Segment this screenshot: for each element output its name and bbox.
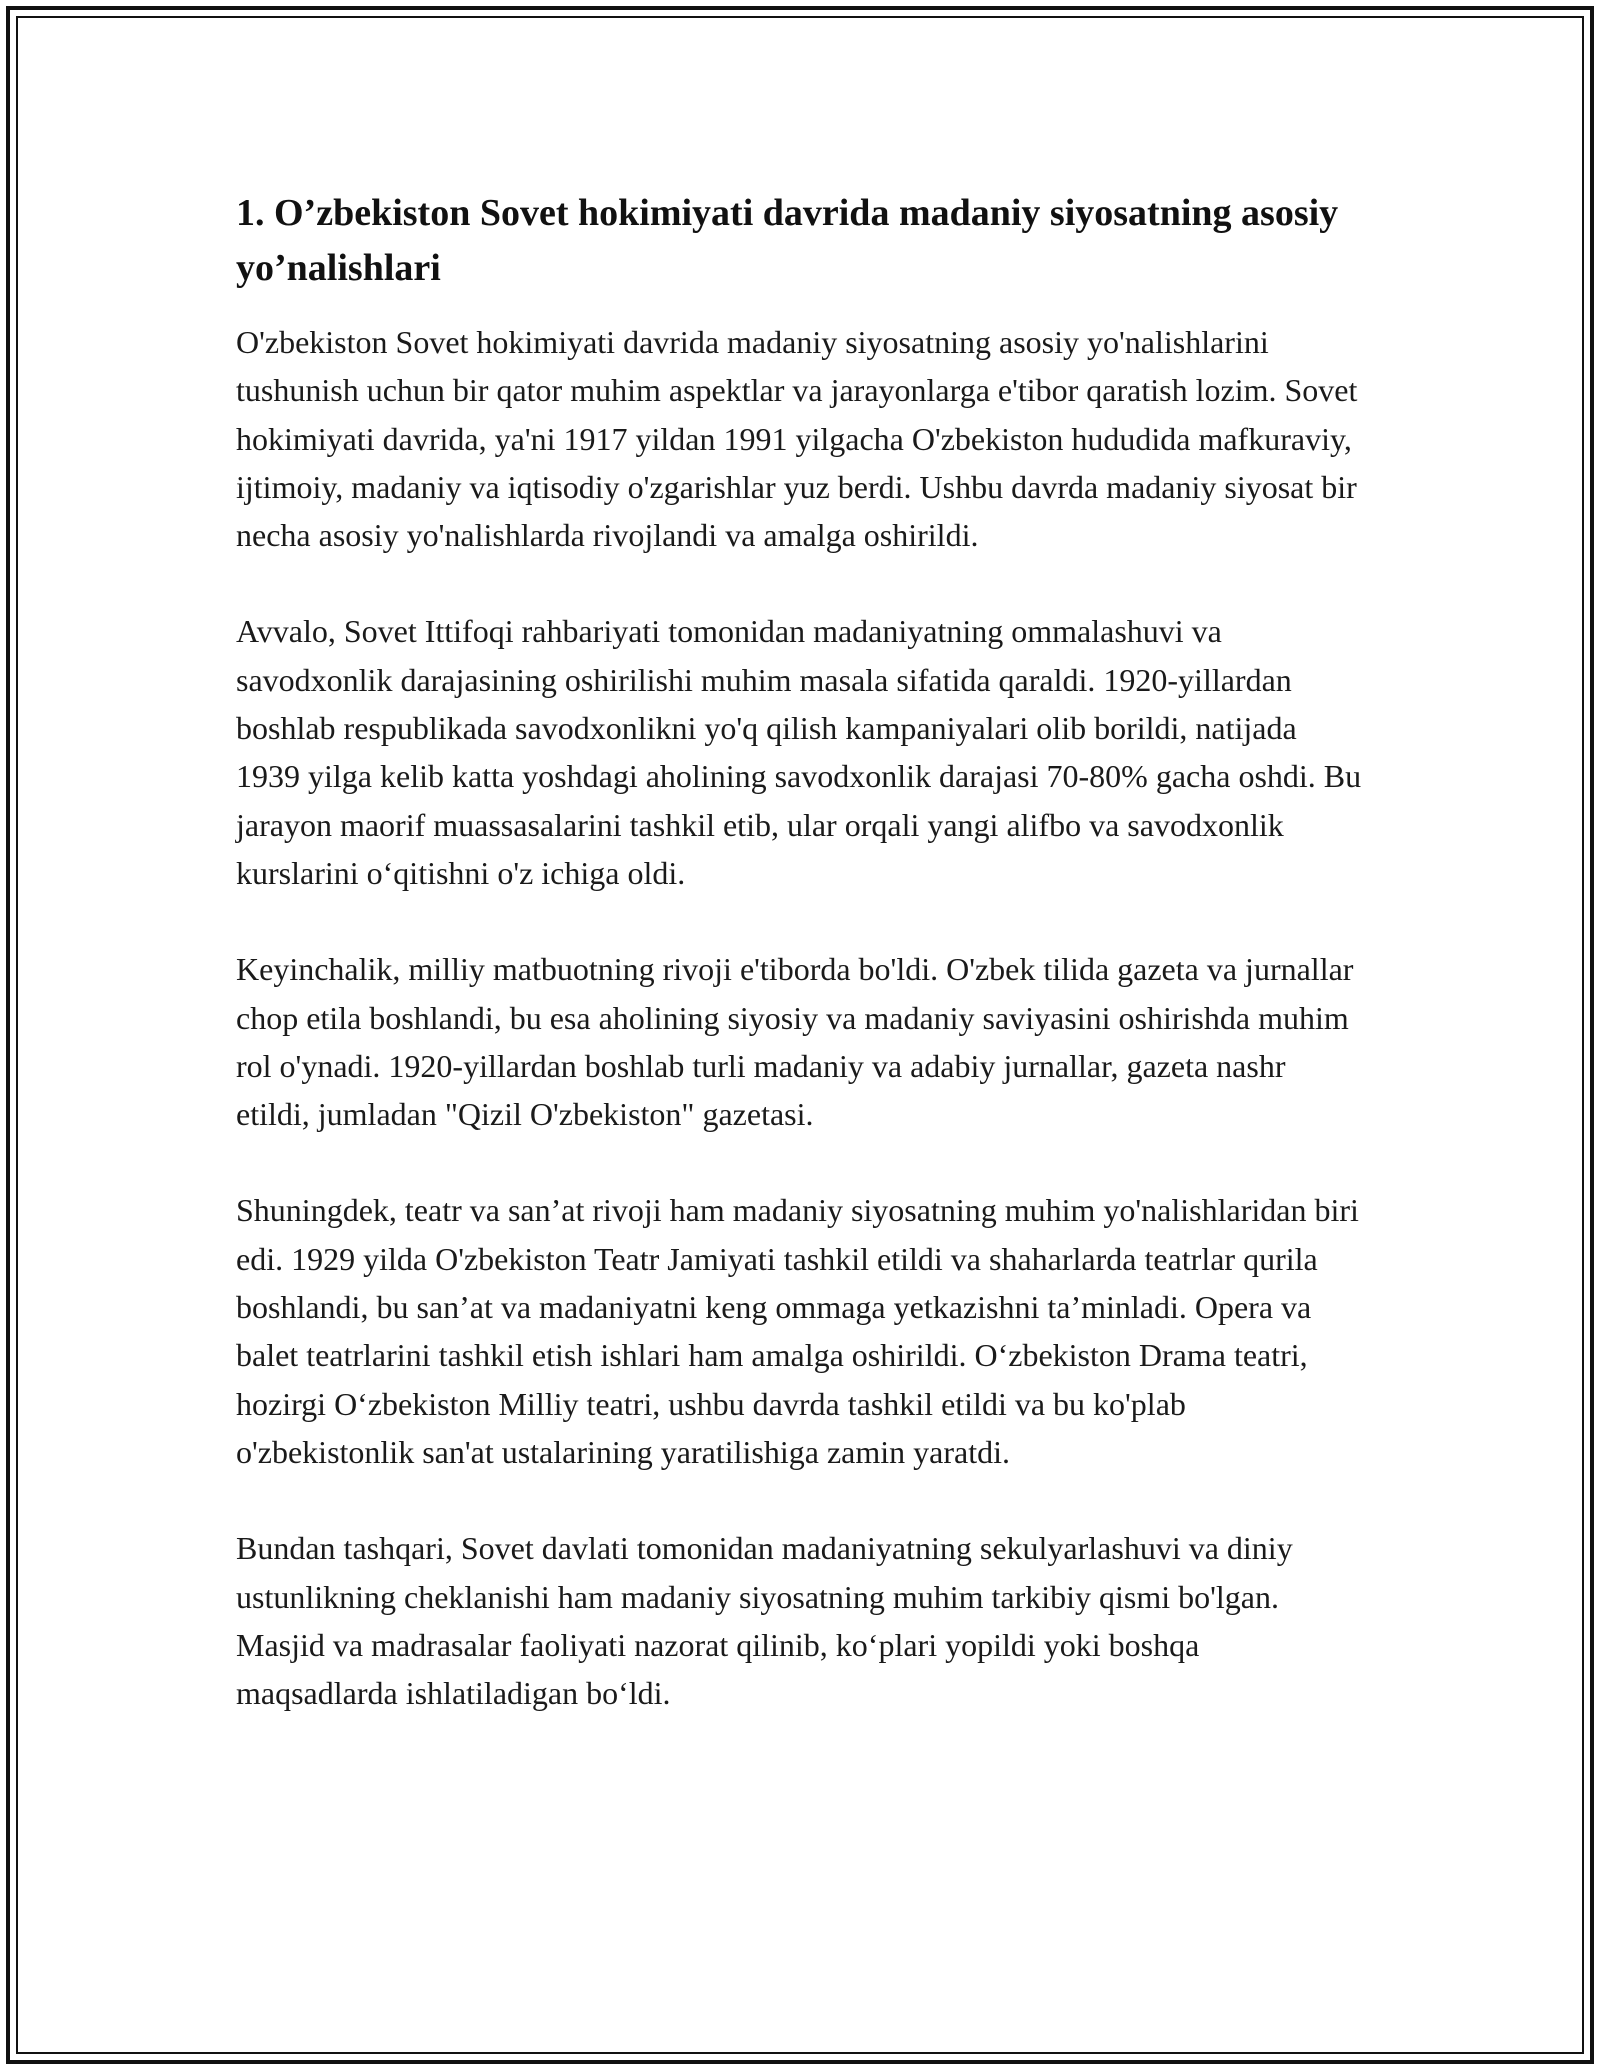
document-body <box>236 186 1366 1765</box>
paragraph-press: Keyinchalik, milliy matbuotning rivoji e'tiborda bo'ldi. O'zbek tilida gazeta va jurnallar chop etila boshlandi, bu esa aholining siyosiy va madaniy saviyasini oshirishda muhim rol o'ynadi. 1920-yillardan boshlab turli madaniy va adabiy jurnallar, gazeta nashr etildi, jumladan "Qizil O'zbekiston" gazetasi. <box>236 951 1354 1133</box>
paragraph-intro: O'zbekiston Sovet hokimiyati davrida madaniy siyosatning asosiy yo'nalishlarini tushunish uchun bir qator muhim aspektlar va jarayonlarga e'tibor qaratish lozim. Sovet hokimiyati davrida, ya'ni 1917 yildan 1991 yilgacha O'zbekiston hududida mafkuraviy, ijtimoiy, madaniy va iqtisodiy o'zgarishlar yuz berdi. Ushbu davrda madaniy siyosat bir necha asosiy yo'nalishlarda rivojlandi va amalga oshirildi. <box>236 324 1358 554</box>
paragraph-literacy: Avvalo, Sovet Ittifoqi rahbariyati tomonidan madaniyatning ommalashuvi va savodxonlik darajasining oshirilishi muhim masala sifatida qaraldi. 1920-yillardan boshlab respublikada savodxonlikni yo'q qilish kampaniyalari olib borildi, natijada 1939 yilga kelib katta yoshdagi aholining savodxonlik darajasi 70-80% gacha oshdi. Bu jarayon maorif muassasalarini tashkil etib, ular orqali yangi alifbo va savodxonlik kurslarini o‘qitishni o'z ichiga oldi. <box>236 613 1362 891</box>
paragraph-theatre: Shuningdek, teatr va san’at rivoji ham madaniy siyosatning muhim yo'nalishlaridan biri edi. 1929 yilda O'zbekiston Teatr Jamiyati tashkil etildi va shaharlarda teatrlar qurila boshlandi, bu san’at va madaniyatni keng ommaga yetkazishni ta’minladi. Opera va balet teatrlarini tashkil etish ishlari ham amalga oshirildi. O‘zbekiston Drama teatri, hozirgi O‘zbekiston Milliy teatri, ushbu davrda tashkil etildi va bu ko'plab o'zbekistonlik san'at ustalarining yaratilishiga zamin yaratdi. <box>236 1192 1359 1470</box>
section-title: 1. O’zbekiston Sovet hokimiyati davrida madaniy siyosatning asosiy yo’nalishlari <box>236 192 1339 289</box>
paragraph-secularization: Bundan tashqari, Sovet davlati tomonidan madaniyatning sekulyarlashuvi va diniy ustunlikning cheklanishi ham madaniy siyosatning muhim tarkibiy qismi bo'lgan. Masjid va madrasalar faoliyati nazorat qilinib, ko‘plari yopildi yoki boshqa maqsadlarda ishlatiladigan bo‘ldi. <box>236 1530 1293 1712</box>
